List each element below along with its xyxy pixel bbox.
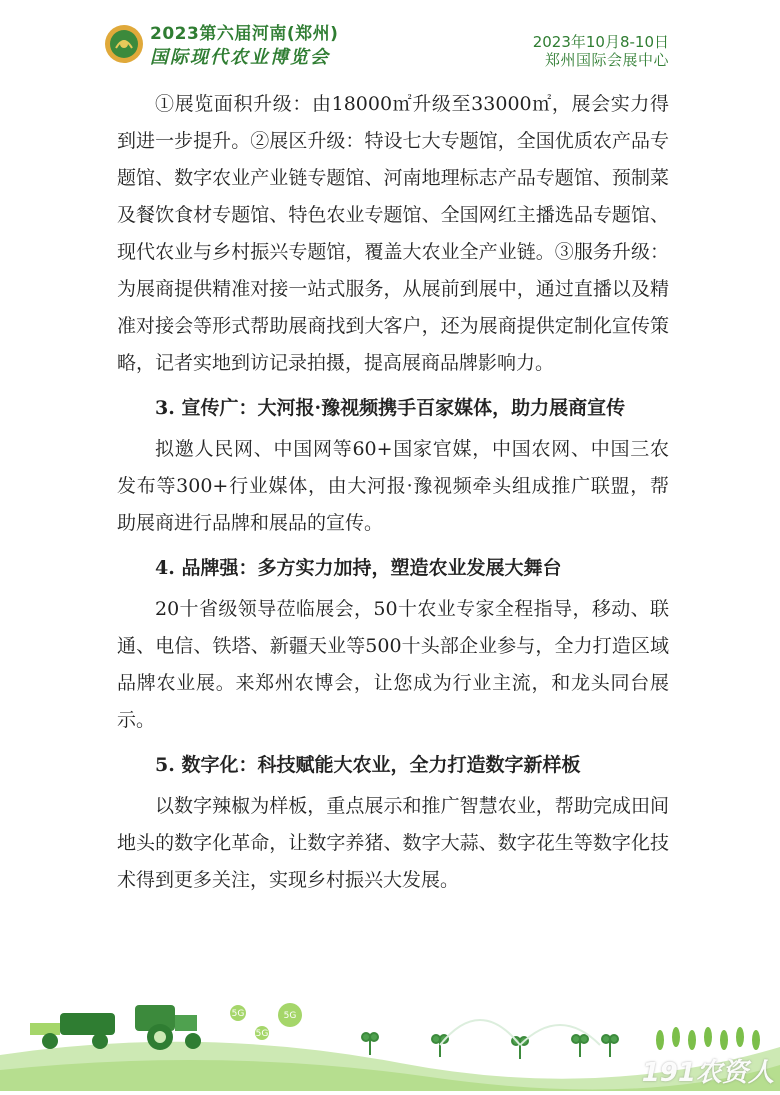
harvester-icon bbox=[30, 1013, 115, 1049]
page-header bbox=[0, 0, 780, 80]
expo-date: 2023年10月8-10日 bbox=[532, 33, 669, 51]
5g-badge-icon bbox=[230, 1003, 302, 1040]
svg-text:5G: 5G bbox=[283, 1011, 297, 1021]
svg-text:5G: 5G bbox=[255, 1029, 269, 1039]
section-4-heading: 4. 品牌强：多方实力加持，塑造农业发展大舞台 bbox=[155, 557, 562, 579]
expo-logo-icon bbox=[104, 24, 144, 64]
section-5-text: 以数字辣椒为样板，重点展示和推广智慧农业，帮助完成田间地头的数字化革命，让数字养猪、数字大蒜、数字花生等数字化技术得到更多关注，实现乡村振兴大发展。 bbox=[117, 795, 669, 891]
section-4-text: 20十省级领导莅临展会，50十农业专家全程指导，移动、联通、电信、铁塔、新疆天业等500十头部企业参与，全力打造区域品牌农业展。来郑州农博会，让您成为行业主流，和龙头同台展示。 bbox=[117, 598, 669, 731]
svg-text:5G: 5G bbox=[231, 1009, 245, 1019]
page-footer bbox=[0, 985, 780, 1091]
section-5-heading: 5. 数字化：科技赋能大农业，全力打造数字新样板 bbox=[155, 754, 581, 776]
expo-title-line2: 国际现代农业博览会 bbox=[150, 47, 330, 68]
expo-title-line1: 2023第六届河南(郑州) bbox=[150, 24, 339, 44]
section-3-text: 拟邀人民网、中国网等60+国家官媒，中国农网、中国三农发布等300+行业媒体，由大河报·豫视频牵头组成推广联盟，帮助展商进行品牌和展品的宣传。 bbox=[117, 438, 669, 534]
watermark: 191农资人 bbox=[641, 1058, 774, 1088]
document-body bbox=[117, 86, 669, 899]
crop-sprouts-icon bbox=[362, 1033, 618, 1059]
section-3-heading: 3. 宣传广：大河报·豫视频携手百家媒体，助力展商宣传 bbox=[155, 397, 626, 419]
paragraph-upgrades: ①展览面积升级：由18000㎡升级至33000㎡，展会实力得到进一步提升。②展区升级：特设七大专题馆，全国优质农产品专题馆、数字农业产业链专题馆、河南地理标志产品专题馆、预制菜及餐饮食材专题馆、特色农业专题馆、全国网红主播选品专题馆、现代农业与乡村振兴专题馆，覆盖大农业全产业链。③服务升级：为展商提供精准对接一站式服务，从展前到展中，通过直播以及精准对接会等形式帮助展商找到大客户，还为展商提供定制化宣传策略，记者实地到访记录拍摄，提高展商品牌影响力。 bbox=[117, 93, 669, 374]
wheat-icon bbox=[656, 1027, 760, 1050]
expo-venue: 郑州国际会展中心 bbox=[544, 51, 669, 69]
